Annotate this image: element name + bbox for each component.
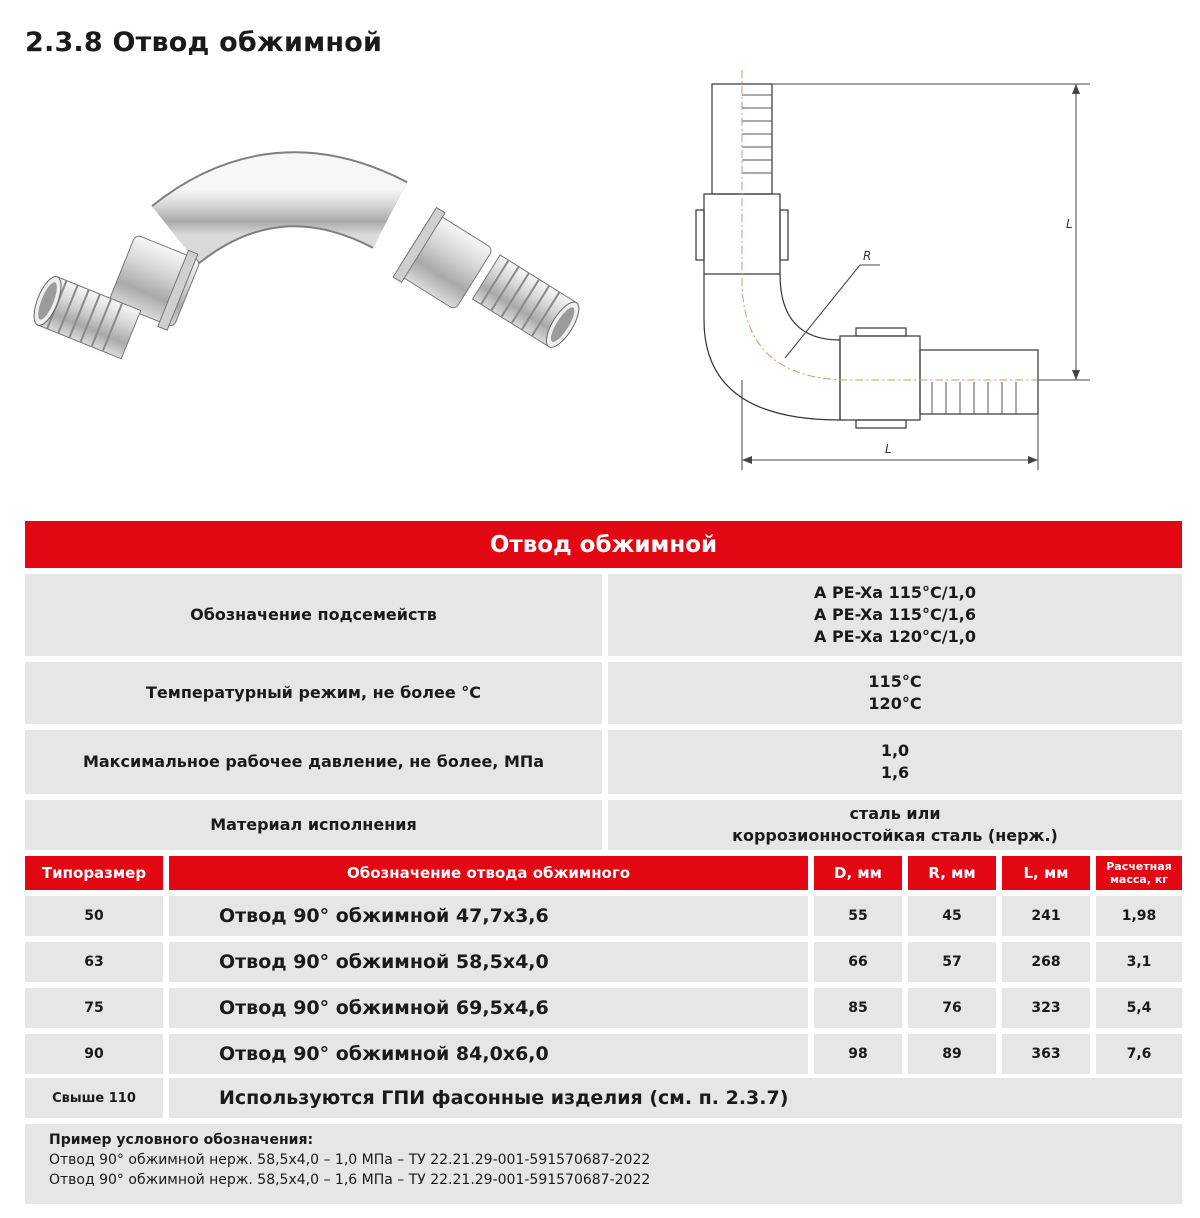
table-cell-r: 57 <box>908 942 996 982</box>
header-mass <box>1096 856 1182 890</box>
table-cell-d: 85 <box>814 988 902 1028</box>
drawing-length-label-vertical: L <box>1066 217 1073 231</box>
table-cell-designation: Отвод 90° обжимной 47,7x3,6 <box>169 896 808 936</box>
spec-row-values <box>608 662 1182 724</box>
table-cell-l: 241 <box>1002 896 1090 936</box>
table-cell-r: 89 <box>908 1034 996 1074</box>
page-title: 2.3.8 Отвод обжимной <box>25 27 383 58</box>
spec-value: A PE-Xa 115°C/1,6 <box>814 605 976 624</box>
table-cell-d: 66 <box>814 942 902 982</box>
table-cell-size: 50 <box>25 896 163 936</box>
spec-banner: Отвод обжимной <box>25 521 1182 568</box>
spec-value: 1,0 <box>880 741 910 760</box>
header-size: Типоразмер <box>25 856 163 890</box>
table-cell-mass: 3,1 <box>1096 942 1182 982</box>
spec-value: сталь или <box>849 804 941 823</box>
header-mass-line1: Расчетная <box>1106 860 1172 873</box>
table-cell-designation: Отвод 90° обжимной 58,5x4,0 <box>169 942 808 982</box>
table-cell-mass: 5,4 <box>1096 988 1182 1028</box>
designation-example <box>25 1124 1182 1204</box>
spec-row-values <box>608 730 1182 794</box>
spec-row-values <box>608 574 1182 656</box>
spec-value: 120°C <box>868 694 922 713</box>
example-line: Отвод 90° обжимной нерж. 58,5x4,0 – 1,6 МПа – ТУ 22.21.29-001-591570687-2022 <box>49 1172 651 1188</box>
header-d: D, мм <box>814 856 902 890</box>
spec-value: 115°C <box>868 672 922 691</box>
table-cell-size: 63 <box>25 942 163 982</box>
table-cell-r: 45 <box>908 896 996 936</box>
table-cell-l: 363 <box>1002 1034 1090 1074</box>
spec-value: коррозионностойкая сталь (нерж.) <box>732 826 1058 845</box>
table-cell-d: 98 <box>814 1034 902 1074</box>
spec-row-label: Максимальное рабочее давление, не более, МПа <box>25 730 602 794</box>
header-designation: Обозначение отвода обжимного <box>169 856 808 890</box>
table-cell-l: 268 <box>1002 942 1090 982</box>
spec-row-label: Температурный режим, не более °C <box>25 662 602 724</box>
table-cell-designation: Используются ГПИ фасонные изделия (см. п. 2.3.7) <box>169 1078 1182 1118</box>
spec-row-label: Обозначение подсемейств <box>25 574 602 656</box>
spec-row-values <box>608 800 1182 850</box>
example-line: Отвод 90° обжимной нерж. 58,5x4,0 – 1,0 МПа – ТУ 22.21.29-001-591570687-2022 <box>49 1152 651 1168</box>
table-cell-r: 76 <box>908 988 996 1028</box>
table-cell-mass: 7,6 <box>1096 1034 1182 1074</box>
spec-value: 1,6 <box>880 763 910 782</box>
table-cell-size: 90 <box>25 1034 163 1074</box>
spec-value: A PE-Xa 115°C/1,0 <box>814 583 976 602</box>
header-l: L, мм <box>1002 856 1090 890</box>
example-title: Пример условного обозначения: <box>49 1132 314 1148</box>
table-cell-designation: Отвод 90° обжимной 84,0x6,0 <box>169 1034 808 1074</box>
drawing-radius-label: R <box>863 249 872 263</box>
spec-value: A PE-Xa 120°C/1,0 <box>814 627 976 646</box>
table-cell-d: 55 <box>814 896 902 936</box>
drawing-length-label-horizontal: L <box>885 442 892 456</box>
table-cell-l: 323 <box>1002 988 1090 1028</box>
table-cell-size: 75 <box>25 988 163 1028</box>
table-cell-mass: 1,98 <box>1096 896 1182 936</box>
header-mass-line2: масса, кг <box>1109 873 1169 886</box>
table-cell-size: Свыше 110 <box>25 1078 163 1118</box>
spec-row-label: Материал исполнения <box>25 800 602 850</box>
technical-drawing <box>680 60 1120 480</box>
header-r: R, мм <box>908 856 996 890</box>
elbow-fitting-illustration <box>25 140 595 380</box>
table-cell-designation: Отвод 90° обжимной 69,5x4,6 <box>169 988 808 1028</box>
